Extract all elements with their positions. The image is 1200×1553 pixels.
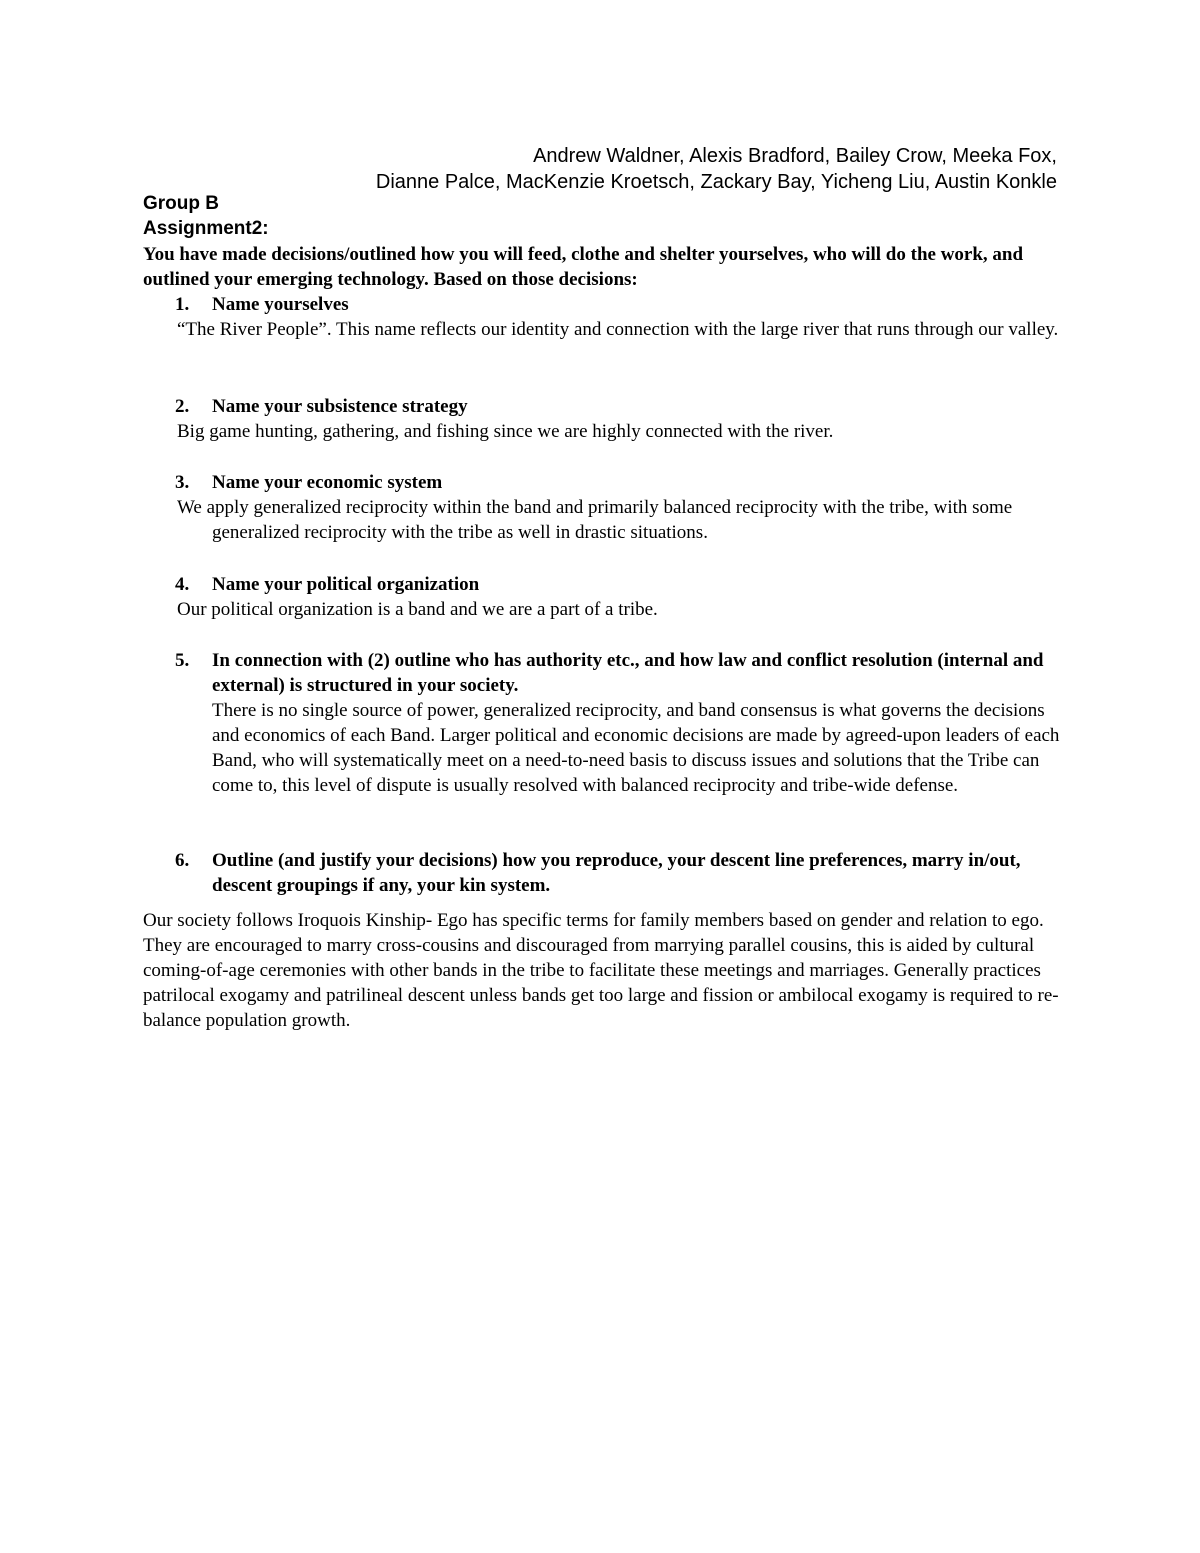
kinship-answer: Our society follows Iroquois Kinship- Ego has specific terms for family members based on gender and relation to ego. They are encouraged to marry cross-cousins and discouraged from marrying parallel cousins, this is aided by cultural coming-of-age ceremonies with other bands in the tribe to facilitate these meetings and marriages. Generally practices patrilocal exogamy and patrilineal descent unless bands get too large and fission or ambilocal exogamy is required to re-balance population growth.: [143, 910, 1059, 1031]
question-answer: Our political organization is a band and we are a part of a tribe.: [177, 599, 658, 620]
author-line: Dianne Palce, MacKenzie Kroetsch, Zackary Bay, Yicheng Liu, Austin Konkle: [375, 171, 1057, 193]
question-item: [143, 292, 1063, 342]
question-title-text: Name yourselves: [212, 294, 349, 315]
assignment-title: Assignment2:: [143, 218, 269, 239]
question-item: [143, 394, 1063, 444]
group-title: Group B: [143, 193, 219, 214]
question-title-text: Name your subsistence strategy: [212, 396, 468, 417]
question-answer: Big game hunting, gathering, and fishing since we are highly connected with the river.: [177, 421, 834, 442]
question-item: [143, 648, 1063, 798]
assignment-prompt: You have made decisions/outlined how you will feed, clothe and shelter yourselves, who will do the work, and outlined your emerging technology. Based on those decisions:: [143, 244, 1024, 290]
question-number: 2.: [175, 396, 190, 417]
question-item: [143, 572, 1063, 622]
question-answer: “The River People”. This name reflects our identity and connection with the large river that runs through our valley.: [177, 319, 1059, 340]
question-number: 3.: [175, 472, 190, 493]
question-item: [143, 848, 1063, 898]
question-title: [143, 572, 1063, 597]
question-title-text: Name your political organization: [212, 574, 480, 595]
author-list: [376, 143, 1057, 195]
question-number: 5.: [175, 650, 190, 671]
question-answer: There is no single source of power, generalized reciprocity, and band consensus is what governs the decisions and economics of each Band. Larger political and economic decisions are made by agreed-upon leaders of each Band, who will systematically meet on a need-to-need basis to discuss issues and solutions that the Tribe can come to, this level of dispute is usually resolved with balanced reciprocity and tribe-wide defense.: [212, 700, 1060, 796]
question-title-text: In connection with (2) outline who has authority etc., and how law and conflict resolution (internal and external) is structured in your society.: [212, 650, 1044, 696]
author-line: Andrew Waldner, Alexis Bradford, Bailey Crow, Meeka Fox,: [533, 145, 1057, 167]
question-title: [143, 648, 1063, 698]
question-number: 4.: [175, 574, 190, 595]
question-title: [143, 394, 1063, 419]
question-item: [143, 470, 1063, 545]
question-answer: We apply generalized reciprocity within the band and primarily balanced reciprocity with the tribe, with some generalized reciprocity with the tribe as well in drastic situations.: [177, 497, 1013, 543]
question-number: 6.: [175, 850, 190, 871]
question-title: [143, 470, 1063, 495]
question-title-text: Name your economic system: [212, 472, 443, 493]
question-title: [143, 292, 1063, 317]
question-title-text: Outline (and justify your decisions) how you reproduce, your descent line preferences, marry in/out, descent groupings if any, your kin system.: [212, 850, 1021, 896]
question-title: [143, 848, 1063, 898]
question-number: 1.: [175, 294, 190, 315]
